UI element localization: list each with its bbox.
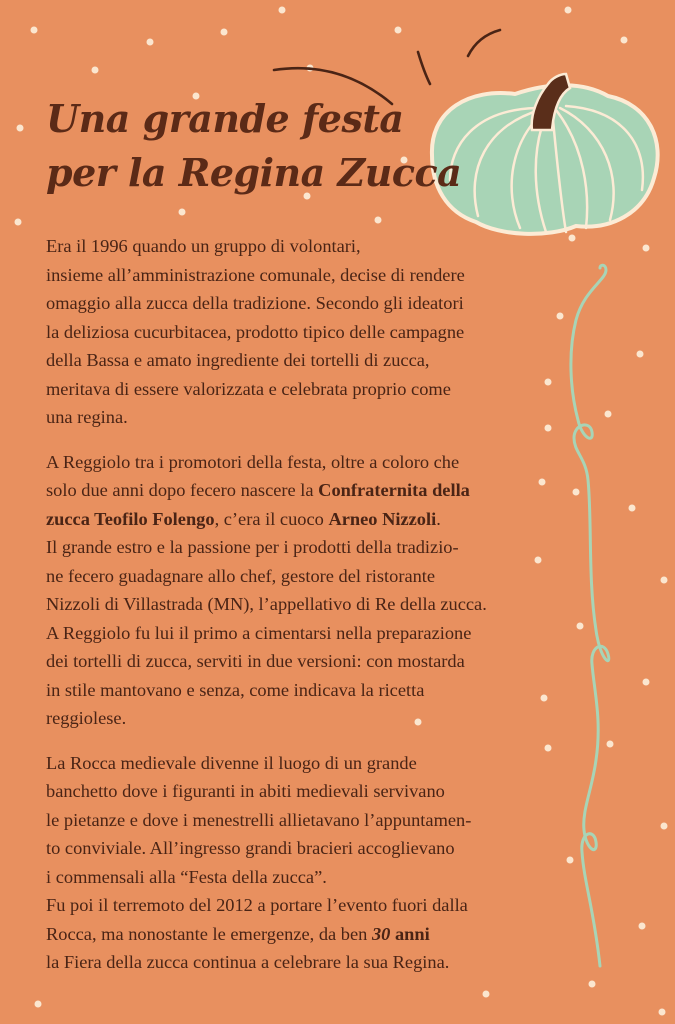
paragraph-3 — [46, 749, 576, 977]
text-line: La Rocca medievale divenne il luogo di un grande — [46, 752, 417, 773]
vine-tendril — [571, 265, 609, 966]
text-line: Era il 1996 quando un gruppo di volontari, — [46, 236, 361, 256]
paragraph-1 — [46, 232, 576, 432]
title-line: per la Regina Zucca — [46, 150, 462, 195]
article-body — [46, 232, 576, 993]
page-title — [46, 92, 461, 200]
chef-name: Arneo Nizzoli — [328, 508, 437, 529]
years-number: 30 — [371, 923, 391, 944]
text-line: A Reggiolo tra i promotori della festa, oltre a coloro che — [46, 451, 460, 472]
confraternita-name-cont: zucca Teofilo Folengo — [46, 508, 215, 529]
text-line: Il grande estro e la passione per i prodotti della tradizio- — [46, 537, 459, 557]
text-line: le pietanze e dove i menestrelli allietavano l’appuntamen- — [46, 809, 472, 830]
text-run: , c’era il cuoco — [214, 508, 329, 529]
text-run: . — [436, 508, 441, 529]
confraternita-name: Confraternita della — [318, 480, 470, 500]
text-line: ne fecero guadagnare allo chef, gestore del ristorante — [46, 565, 436, 586]
text-line: meritava di essere valorizzata e celebrata proprio come — [46, 378, 451, 399]
text-line — [46, 476, 576, 505]
text-line: della Bassa e amato ingrediente dei tortelli di zucca, — [46, 350, 430, 370]
text-run: solo due anni dopo fecero nascere la — [46, 480, 319, 500]
text-line: insieme all’amministrazione comunale, decise di rendere — [46, 264, 465, 285]
years-label: anni — [390, 923, 430, 944]
text-line: omaggio alla zucca della tradizione. Secondo gli ideatori — [46, 293, 464, 313]
text-line: la Fiera della zucca continua a celebrare la sua Regina. — [46, 952, 450, 972]
text-line: in stile mantovano e senza, come indicava la ricetta — [46, 679, 425, 700]
text-run: Rocca, ma nonostante le emergenze, da ben — [46, 923, 372, 944]
text-line: banchetto dove i figuranti in abiti medievali servivano — [46, 781, 445, 801]
text-line: A Reggiolo fu lui il primo a cimentarsi nella preparazione — [46, 622, 472, 643]
text-line: to conviviale. All’ingresso grandi bracieri accoglievano — [46, 838, 455, 858]
text-line: la deliziosa cucurbitacea, prodotto tipico delle campagne — [46, 321, 465, 342]
pumpkin-icon — [432, 74, 658, 234]
text-line: Nizzoli di Villastrada (MN), l’appellativo di Re della zucca. — [46, 594, 487, 614]
paragraph-2 — [46, 448, 576, 733]
text-line: reggiolese. — [46, 708, 127, 728]
title-line: Una grande festa — [46, 96, 404, 141]
text-line: Fu poi il terremoto del 2012 a portare l’evento fuori dalla — [46, 895, 468, 915]
text-line: dei tortelli di zucca, serviti in due versioni: con mostarda — [46, 651, 465, 671]
text-line: una regina. — [46, 407, 128, 427]
text-line: i commensali alla “Festa della zucca”. — [46, 866, 327, 887]
text-line — [46, 920, 576, 949]
text-line — [46, 505, 576, 534]
